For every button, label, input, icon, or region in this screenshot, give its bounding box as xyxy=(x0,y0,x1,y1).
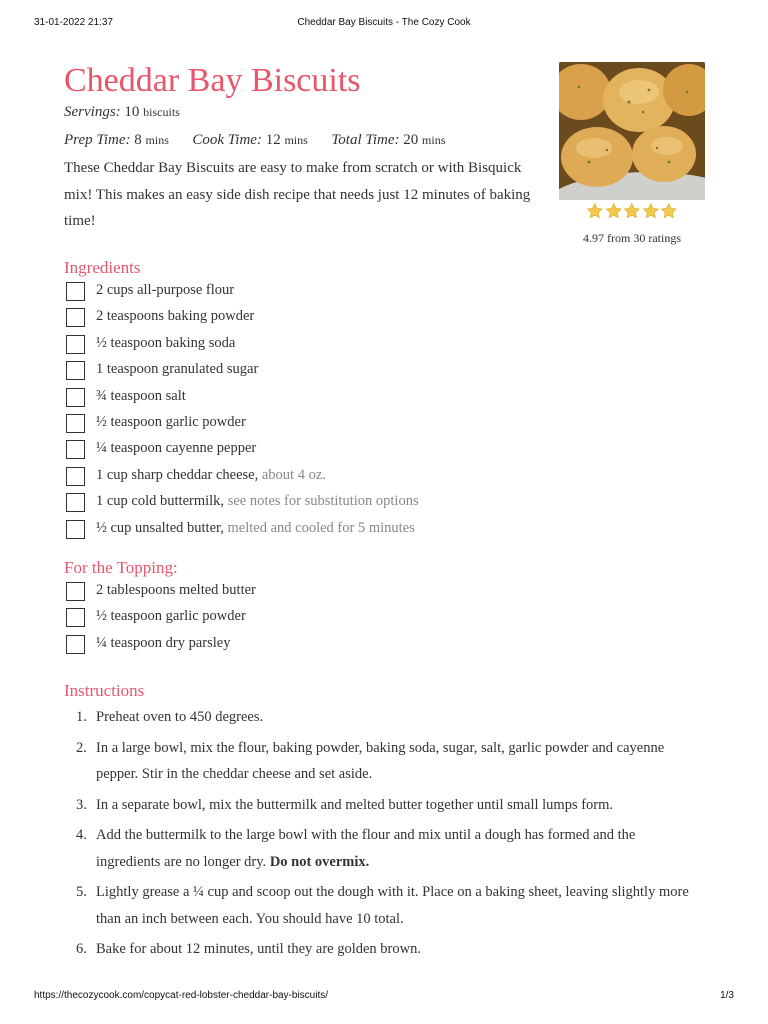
ingredient-text: 2 teaspoons baking powder xyxy=(96,308,255,325)
ingredient-item xyxy=(66,440,419,466)
step-number: 4. xyxy=(76,827,87,843)
ingredient-text: ¼ teaspoon dry parsley xyxy=(96,634,231,651)
step-text xyxy=(96,792,696,819)
total-time-label: Total Time: xyxy=(331,132,400,148)
instruction-step xyxy=(76,879,696,932)
print-page-title: Cheddar Bay Biscuits - The Cozy Cook xyxy=(297,17,471,28)
recipe-photo xyxy=(559,62,705,200)
ingredient-text: ½ teaspoon baking soda xyxy=(96,334,236,351)
star-icon[interactable] xyxy=(586,202,604,220)
ingredient-checkbox[interactable] xyxy=(66,440,85,459)
instruction-step xyxy=(76,822,696,875)
ingredient-note: melted and cooled for 5 minutes xyxy=(227,519,415,536)
cook-time-value: 12 xyxy=(265,132,281,148)
ingredient-item xyxy=(66,493,419,519)
ingredient-checkbox[interactable] xyxy=(66,388,85,407)
ingredient-item xyxy=(66,520,419,546)
ingredient-checkbox[interactable] xyxy=(66,414,85,433)
topping-heading: For the Topping: xyxy=(64,558,178,577)
step-text-body: Preheat oven to 450 degrees. xyxy=(96,709,264,725)
ingredient-checkbox[interactable] xyxy=(66,520,85,539)
instruction-step xyxy=(76,735,696,788)
ingredients-heading: Ingredients xyxy=(64,258,141,277)
ingredient-checkbox[interactable] xyxy=(66,582,85,601)
topping-list xyxy=(66,582,256,661)
step-text-body: Bake for about 12 minutes, until they are golden brown. xyxy=(96,941,421,957)
step-emphasis: Do not overmix. xyxy=(269,853,370,870)
ingredient-text: ½ teaspoon garlic powder xyxy=(96,608,246,625)
ingredient-text: 2 tablespoons melted butter xyxy=(96,582,256,598)
prep-time-unit: mins xyxy=(145,133,169,147)
ingredient-text: 1 teaspoon granulated sugar xyxy=(96,361,259,378)
step-text-body: Lightly grease a ¼ cup and scoop out the dough with it. Place on a baking sheet, leaving slightly more than an inch between each. You should have 10 total. xyxy=(96,884,689,927)
ingredient-checkbox[interactable] xyxy=(66,282,85,301)
cook-time-unit: mins xyxy=(284,133,308,147)
ingredient-item xyxy=(66,635,256,661)
ingredient-checkbox[interactable] xyxy=(66,335,85,354)
total-time-value: 20 xyxy=(403,132,419,148)
step-number: 3. xyxy=(76,796,87,813)
cook-time-label: Cook Time: xyxy=(192,132,262,148)
servings-value: 10 xyxy=(124,104,140,120)
step-text-body: In a separate bowl, mix the buttermilk and melted butter together until small lumps form. xyxy=(96,796,614,813)
step-number: 2. xyxy=(76,739,87,756)
servings-label: Servings: xyxy=(64,104,121,120)
ingredient-item xyxy=(66,308,419,334)
star-icon[interactable] xyxy=(642,202,660,220)
step-number: 1. xyxy=(76,709,87,725)
servings-unit: biscuits xyxy=(143,105,180,119)
ingredient-item xyxy=(66,282,419,308)
step-text xyxy=(96,879,696,932)
ingredient-checkbox[interactable] xyxy=(66,467,85,486)
step-number: 5. xyxy=(76,884,87,900)
servings-line xyxy=(64,104,180,121)
ingredient-checkbox[interactable] xyxy=(66,635,85,654)
instruction-step xyxy=(76,792,696,819)
prep-time-label: Prep Time: xyxy=(64,132,131,148)
ingredient-text: ¼ teaspoon cayenne pepper xyxy=(96,440,257,457)
ingredient-text: 1 cup cold buttermilk, xyxy=(96,493,225,510)
print-header xyxy=(34,17,734,31)
rating-stars[interactable] xyxy=(586,202,678,222)
ingredient-item xyxy=(66,335,419,361)
step-text-body: Add the buttermilk to the large bowl with the flour and mix until a dough has formed and the ingredients are no longer dry. xyxy=(96,827,636,870)
ingredient-text: ½ cup unsalted butter, xyxy=(96,519,224,536)
ingredient-checkbox[interactable] xyxy=(66,493,85,512)
rating-text: 4.97 from 30 ratings xyxy=(583,231,681,245)
ingredient-item xyxy=(66,414,419,440)
step-text xyxy=(96,822,696,875)
star-icon[interactable] xyxy=(623,202,641,220)
recipe-title: Cheddar Bay Biscuits xyxy=(64,62,361,99)
ingredient-checkbox[interactable] xyxy=(66,361,85,380)
ingredient-item xyxy=(66,388,419,414)
print-footer xyxy=(34,990,734,1004)
star-icon[interactable] xyxy=(605,202,623,220)
instructions-heading: Instructions xyxy=(64,681,145,700)
ingredient-item xyxy=(66,608,256,634)
step-text xyxy=(96,936,696,963)
recipe-summary: These Cheddar Bay Biscuits are easy to make from scratch or with Bisquick mix! This makes an easy side dish recipe that needs just 12 minutes of baking time! xyxy=(64,160,531,229)
star-icon[interactable] xyxy=(660,202,678,220)
print-page-number: 1/3 xyxy=(720,990,734,1001)
ingredient-checkbox[interactable] xyxy=(66,608,85,627)
step-text-body: In a large bowl, mix the flour, baking powder, baking soda, sugar, salt, garlic powder and cayenne pepper. Stir in the cheddar cheese and set aside. xyxy=(96,739,665,782)
ingredient-note: about 4 oz. xyxy=(261,466,326,483)
instruction-step xyxy=(76,936,696,963)
instruction-step xyxy=(76,704,696,731)
total-time-unit: mins xyxy=(422,133,446,147)
ingredient-item xyxy=(66,467,419,493)
ingredient-checkbox[interactable] xyxy=(66,308,85,327)
ingredient-text: ½ teaspoon garlic powder xyxy=(96,413,246,430)
step-number: 6. xyxy=(76,941,87,957)
ingredient-text: ¾ teaspoon salt xyxy=(96,387,186,404)
ingredient-item xyxy=(66,361,419,387)
prep-time-value: 8 xyxy=(134,132,142,148)
step-text xyxy=(96,704,696,731)
ingredient-text: 1 cup sharp cheddar cheese, xyxy=(96,466,259,483)
step-text xyxy=(96,735,696,788)
ingredient-item xyxy=(66,582,256,608)
ingredient-text: 2 cups all-purpose flour xyxy=(96,282,235,298)
ingredient-note: see notes for substitution options xyxy=(227,493,419,510)
ingredients-list xyxy=(66,282,419,546)
instructions-list xyxy=(76,704,696,967)
times-line xyxy=(64,132,445,149)
print-url: https://thecozycook.com/copycat-red-lobster-cheddar-bay-biscuits/ xyxy=(34,990,329,1001)
print-datetime: 31-01-2022 21:37 xyxy=(34,17,113,28)
